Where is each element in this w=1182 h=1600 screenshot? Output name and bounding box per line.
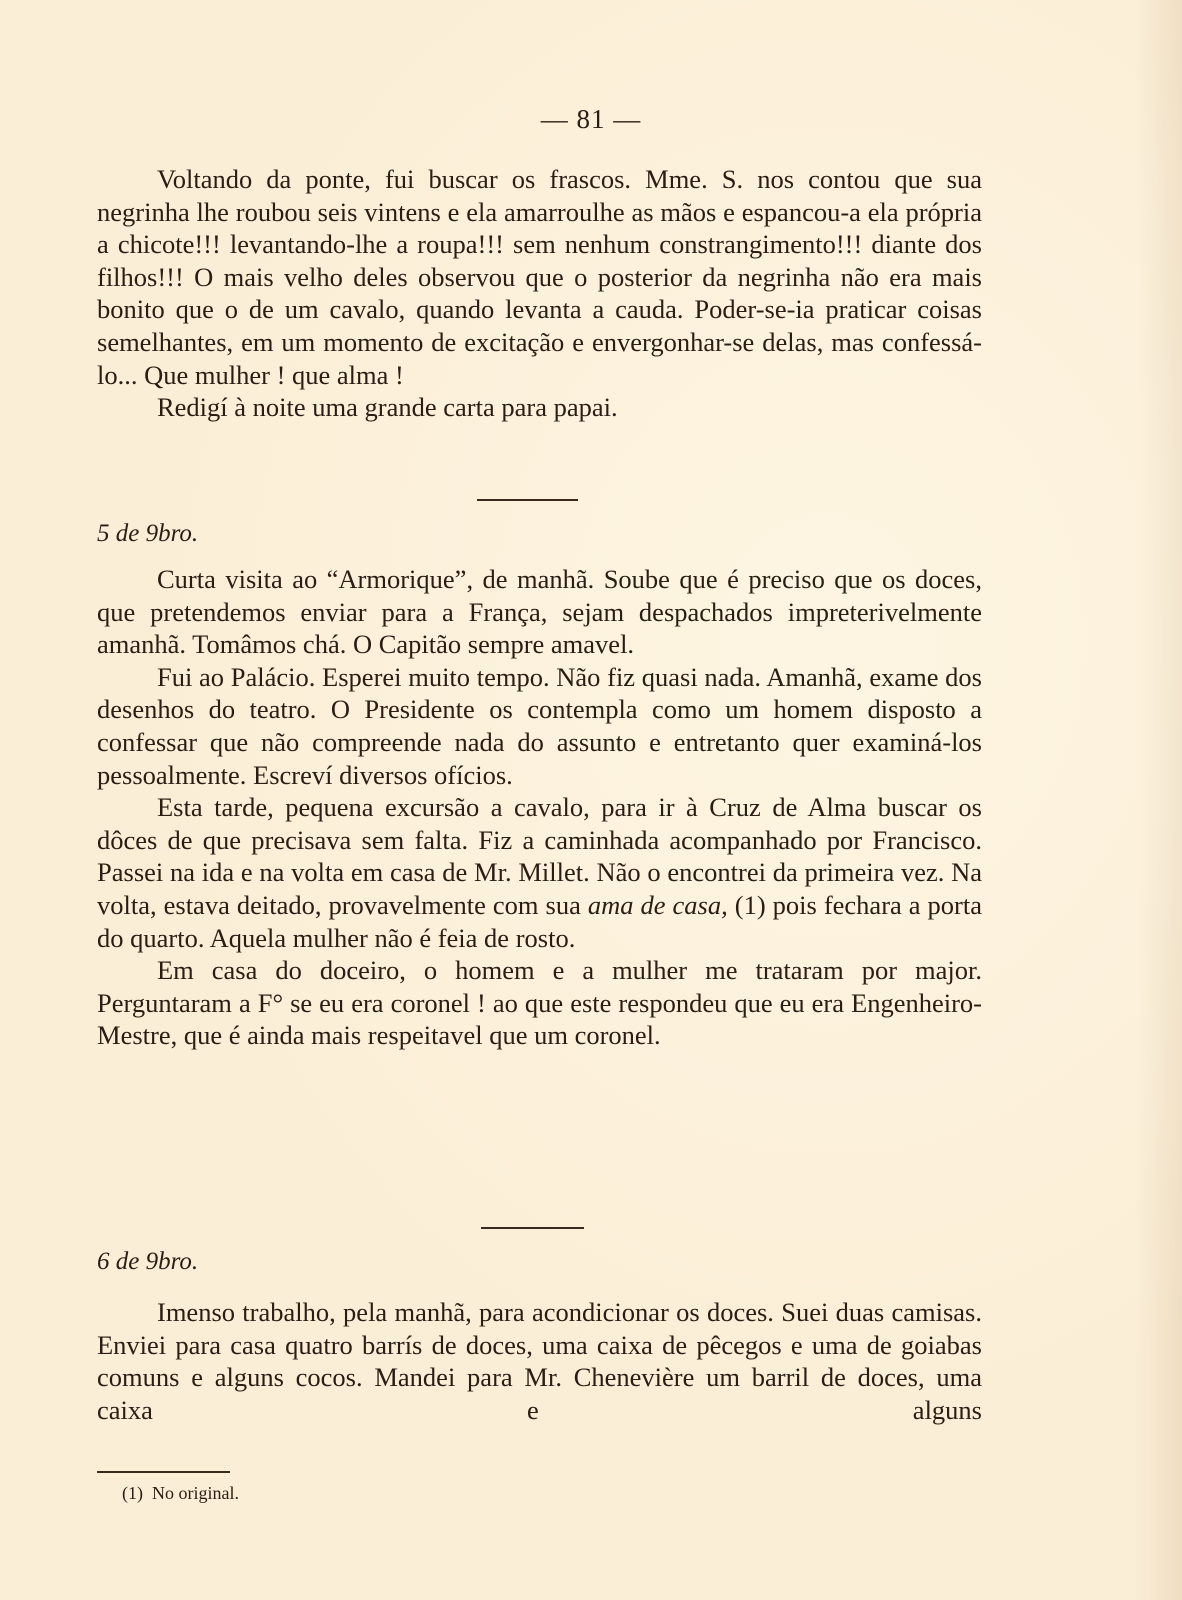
italic-phrase: ama de casa, <box>587 889 728 920</box>
paragraph: Em casa do doceiro, o homem e a mulher me trataram por major. Perguntaram a F° se eu era coronel ! ao que este respondeu que eu era Engenheiro-Mestre, que é ainda mais respeitavel que um coronel. <box>97 955 982 1051</box>
paragraph: Redigí à noite uma grande carta para papai. <box>157 392 618 423</box>
paragraph <box>97 791 982 954</box>
entry-date-heading: 5 de 9bro. <box>97 520 199 547</box>
entry-date-heading: 6 de 9bro. <box>97 1248 199 1275</box>
entry-6-9bro <box>97 1296 982 1426</box>
paragraph-text: (1) pois fechara a porta do quarto. Aquela mulher não é feia de rosto. <box>97 889 983 953</box>
paragraph: Fui ao Palácio. Esperei muito tempo. Não fiz quasi nada. Amanhã, exame dos desenhos do teatro. O Presidente os contempla como um homem disposto a confessar que não compreende nada do assunto e entretanto quer examiná-los pessoalmente. Escreví diversos ofícios. <box>97 661 982 790</box>
paragraph: Voltando da ponte, fui buscar os frascos. Mme. S. nos contou que sua negrinha lhe roubou seis vintens e ela amarroulhe as mãos e espancou-a ela própria a chicote!!! levantando-lhe a roupa!!! sem nenhum constrangimento!!! diante dos filhos!!! O mais velho deles observou que o posterior da negrinha não era mais bonito que o de um cavalo, quando levanta a cauda. Poder-se-ia praticar coisas semelhantes, em um momento de excitação e envergonhar-se delas, mas confessá-lo... Que mulher ! que alma ! <box>97 164 982 390</box>
footnote-rule <box>97 1471 230 1473</box>
section-separator <box>477 499 578 501</box>
entry-continued <box>97 163 982 424</box>
footnote <box>122 1483 239 1504</box>
section-separator <box>481 1227 584 1229</box>
page-number: — 81 — <box>540 104 642 134</box>
paragraph-text: Esta tarde, pequena excursão a cavalo, para ir à Cruz de Alma buscar os dôces de que precisava sem falta. Fiz a caminhada acompanhado por Francisco. Passei na ida e na volta em casa de Mr. Millet. Não o encontrei da primeira vez. Na volta, estava deitado, provavelmente com sua <box>97 792 982 920</box>
entry-5-9bro <box>97 563 982 1052</box>
footnote-marker: (1) <box>122 1483 143 1503</box>
footnote-text: No original. <box>152 1483 239 1503</box>
paragraph: Curta visita ao “Armorique”, de manhã. Soube que é preciso que os doces, que pretendemos enviar para a França, sejam despachados impreterivelmente amanhã. Tomâmos chá. O Capitão sempre amavel. <box>97 564 982 660</box>
paragraph: Imenso trabalho, pela manhã, para acondicionar os doces. Suei duas camisas. Enviei para casa quatro barrís de doces, uma caixa de pêcegos e uma de goiabas comuns e alguns cocos. Mandei para Mr. Chenevière um barril de doces, uma caixa e alguns <box>97 1297 982 1425</box>
